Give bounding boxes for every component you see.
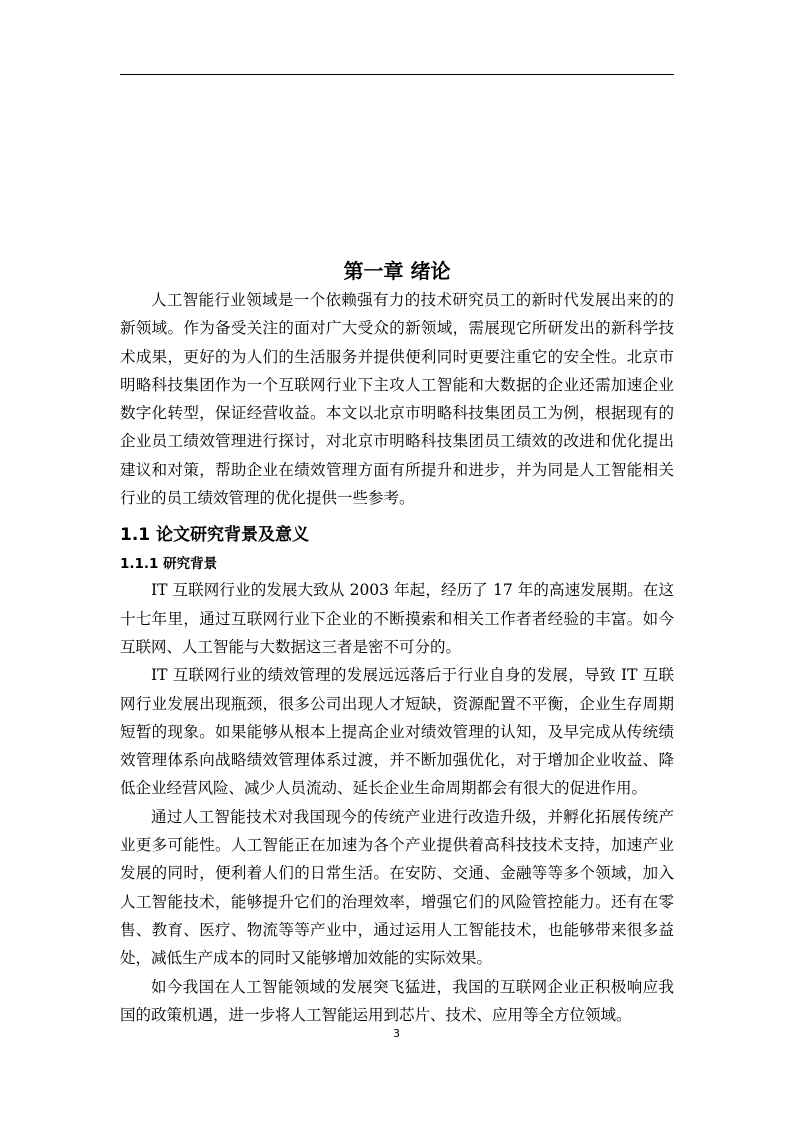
body-paragraph: 通过人工智能技术对我国现今的传统产业进行改造升级，并孵化拓展传统产业更多可能性。人工智能正在加速为各个产业提供着高科技技术支持，加速产业发展的同时，便利着人们的日常生活。在安防、交通、金融等等多个领域，加入人工智能技术，能够提升它们的治理效率，增强它们的风险管控能力。还有在零售、教育、医疗、物流等等产业中，通过运用人工智能技术，也能够带来很多益处，减低生产成本的同时又能够增加效能的实际效果。: [120, 807, 674, 968]
header-rule: [120, 74, 674, 75]
subsection-title: 1.1.1 研究背景: [120, 556, 218, 573]
chapter-intro-paragraph: 人工智能行业领域是一个依赖强有力的技术研究员工的新时代发展出来的的新领域。作为备受关注的面对广大受众的新领域，需展现它所研发出的新科学技术成果，更好的为人们的生活服务并提供便利同时更要注重它的安全性。北京市明略科技集团作为一个互联网行业下主攻人工智能和大数据的企业还需加速企业数字化转型，保证经营收益。本文以北京市明略科技集团员工为例，根据现有的企业员工绩效管理进行探讨，对北京市明略科技集团员工绩效的改进和优化提出建议和对策，帮助企业在绩效管理方面有所提升和进步，并为同是人工智能相关行业的员工绩效管理的优化提供一些参考。: [120, 291, 674, 508]
page-number: 3: [393, 1027, 400, 1040]
body-paragraph: IT 互联网行业的绩效管理的发展远远落后于行业自身的发展，导致 IT 互联网行业发展出现瓶颈，很多公司出现人才短缺，资源配置不平衡，企业生存周期短暂的现象。如果能够从根本上提高企业对绩效管理的认知，及早完成从传统绩效管理体系向战略绩效管理体系过渡，并不断加强优化，对于增加企业收益、降低企业经营风险、减少人员流动、延长企业生命周期都会有很大的促进作用。: [120, 666, 674, 798]
body-paragraph: IT 互联网行业的发展大致从 2003 年起，经历了 17 年的高速发展期。在这十七年里，通过互联网行业下企业的不断摸索和相关工作者者经验的丰富。如今互联网、人工智能与大数据这三者是密不可分的。: [120, 581, 674, 656]
chapter-title: 第一章 绪论: [343, 259, 451, 283]
body-paragraph: 如今我国在人工智能领域的发展突飞猛进，我国的互联网企业正积极响应我国的政策机遇，进一步将人工智能运用到芯片、技术、应用等全方位领域。: [120, 977, 674, 1024]
section-title: 1.1 论文研究背景及意义: [120, 525, 310, 546]
document-body: [120, 256, 674, 1029]
